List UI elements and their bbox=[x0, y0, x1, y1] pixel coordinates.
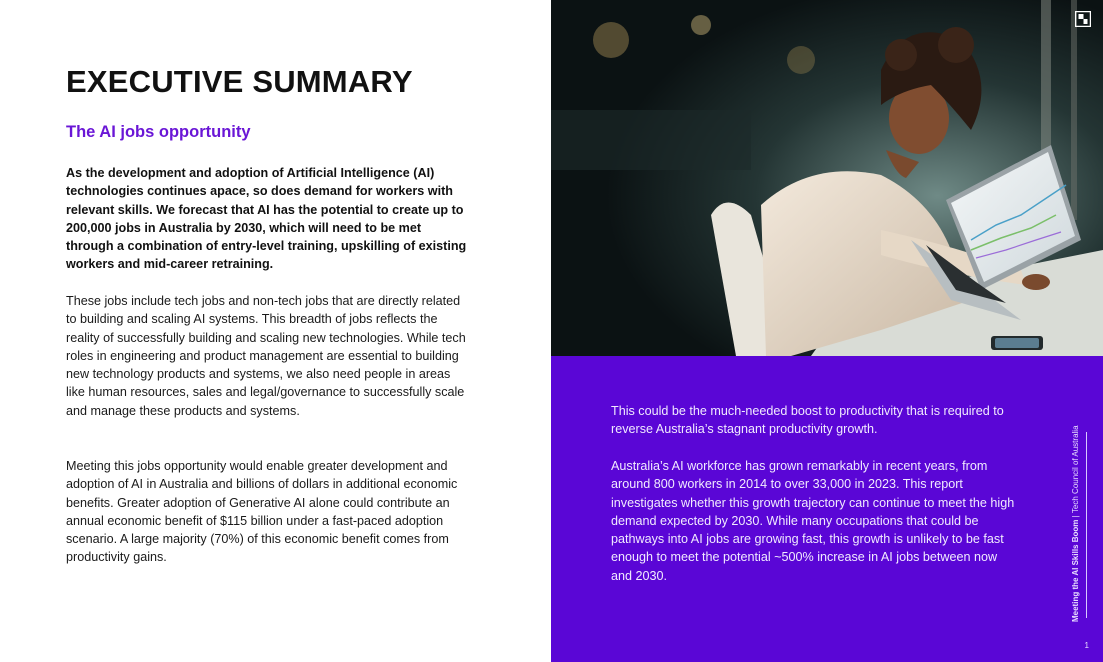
intro-paragraph: As the development and adoption of Artificial Intelligence (AI) technologies continues apace, so does demand for workers with relevant skills. We forecast that AI has the potential to create up to 200,000 jobs in Australia by 2030, which will need to be met through a combination of entry-level training, upskilling of existing workers and mid-career retraining. bbox=[66, 166, 467, 272]
highlight-panel bbox=[551, 356, 1103, 662]
brand-logo-icon bbox=[1075, 11, 1091, 27]
left-column bbox=[0, 0, 551, 662]
productivity-paragraph: This could be the much-needed boost to productivity that is required to reverse Australia’s stagnant productivity growth. bbox=[611, 404, 1004, 437]
woman-at-laptop-illustration bbox=[551, 0, 1103, 356]
report-running-head bbox=[1071, 425, 1085, 622]
body-paragraph-jobs: These jobs include tech jobs and non-tech jobs that are directly related to building and scaling AI systems. This breadth of jobs reflects the reality of successfully building and scaling new technologies. While tech roles in engineering and product management are essential to building new technology products and systems, we also need people in areas like human resources, sales and legal/governance to successfully scale and manage these products and systems. bbox=[66, 294, 466, 418]
publisher-name: Tech Council of Australia bbox=[1071, 425, 1080, 514]
section-subtitle: The AI jobs opportunity bbox=[66, 123, 251, 141]
page-number: 1 bbox=[1084, 641, 1089, 650]
body-paragraph-benefits: Meeting this jobs opportunity would enable greater development and adoption of AI in Australia and billions of dollars in additional economic benefits. Greater adoption of Generative AI alone could contribute an annual economic benefit of $115 billion under a fast-paced adoption scenario. A large majority (70%) of this economic benefit comes from productivity gains. bbox=[66, 459, 458, 565]
report-title: Meeting the AI Skills Boom bbox=[1071, 519, 1080, 622]
page-title: EXECUTIVE SUMMARY bbox=[66, 64, 413, 99]
hero-photo bbox=[551, 0, 1103, 356]
running-head-divider bbox=[1086, 432, 1087, 618]
running-head-separator: | bbox=[1071, 513, 1080, 520]
right-column bbox=[551, 0, 1103, 662]
workforce-growth-paragraph: Australia’s AI workforce has grown remarkably in recent years, from around 800 workers in 2014 to over 33,000 in 2023. This report investigates whether this growth trajectory can continue to meet the high demand expected by 2030. While many occupations that could be pathways into AI jobs are growing fast, this growth is unlikely to be fast enough to meet the potential ~500% increase in AI jobs between now and 2030. bbox=[611, 459, 1015, 583]
